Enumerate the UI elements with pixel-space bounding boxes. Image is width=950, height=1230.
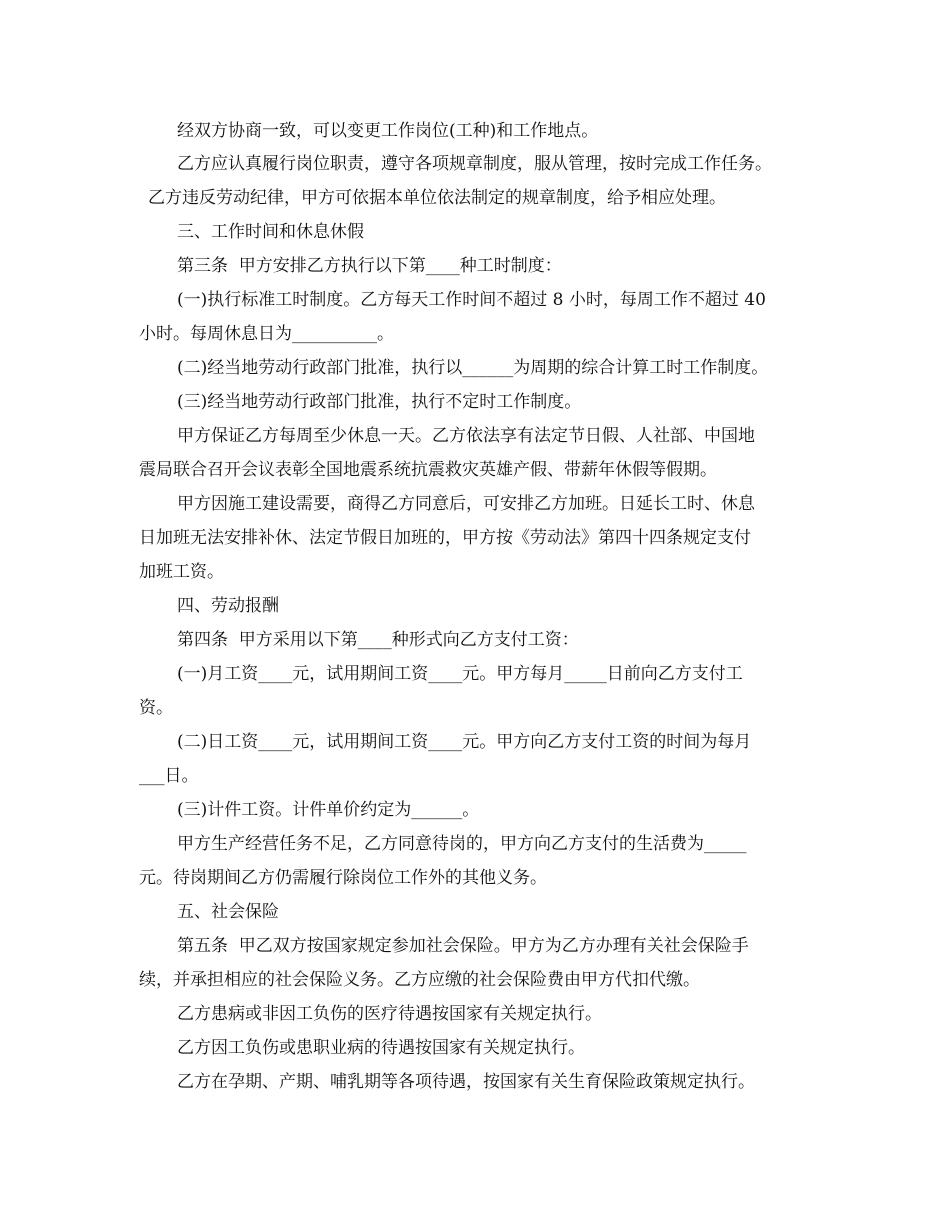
paragraph-line: 乙方在孕期、产期、哺乳期等各项待遇，按国家有关生育保险政策规定执行。 xyxy=(177,1072,755,1092)
section-heading: 三、工作时间和休息休假 xyxy=(177,222,364,242)
paragraph-line: 资。 xyxy=(139,698,173,718)
paragraph-line: (二)经当地劳动行政部门批准，执行以______为周期的综合计算工时工作制度。 xyxy=(177,358,769,378)
paragraph-line: 日加班无法安排补休、法定节假日加班的，甲方按《劳动法》第四十四条规定支付 xyxy=(139,528,751,548)
paragraph-line: 续，并承担相应的社会保险义务。乙方应缴的社会保险费由甲方代扣代缴。 xyxy=(139,970,700,990)
section-heading: 五、社会保险 xyxy=(177,902,279,922)
article-line: 第四条 甲方采用以下第____种形式向乙方支付工资： xyxy=(177,630,579,650)
paragraph-line: ___日。 xyxy=(139,766,199,786)
paragraph-line: 小时。每周休息日为__________。 xyxy=(139,324,394,344)
paragraph-line: 甲方因施工建设需要，商得乙方同意后，可安排乙方加班。日延长工时、休息 xyxy=(177,494,755,514)
paragraph-line: 乙方患病或非因工负伤的医疗待遇按国家有关规定执行。 xyxy=(177,1004,602,1024)
paragraph-line: (一)月工资____元，试用期间工资____元。甲方每月_____日前向乙方支付工 xyxy=(177,664,743,684)
paragraph-line: (二)日工资____元，试用期间工资____元。甲方向乙方支付工资的时间为每月 xyxy=(177,732,752,752)
article-line: 第三条 甲方安排乙方执行以下第____种工时制度： xyxy=(177,256,562,276)
paragraph-line: 乙方违反劳动纪律，甲方可依据本单位依法制定的规章制度，给予相应处理。 xyxy=(148,188,726,208)
section-heading: 四、劳动报酬 xyxy=(177,596,279,616)
paragraph-line: 加班工资。 xyxy=(139,562,224,582)
article-line: 第五条 甲乙双方按国家规定参加社会保险。甲方为乙方办理有关社会保险手 xyxy=(177,936,749,956)
paragraph-line: (三)计件工资。计件单价约定为______。 xyxy=(177,800,480,820)
paragraph-line: (三)经当地劳动行政部门批准，执行不定时工作制度。 xyxy=(177,392,582,412)
paragraph-line: 元。待岗期间乙方仍需履行除岗位工作外的其他义务。 xyxy=(139,868,547,888)
paragraph-line: (一)执行标准工时制度。乙方每天工作时间不超过 8 小时，每周工作不超过 40 xyxy=(177,290,766,310)
paragraph-line: 乙方应认真履行岗位职责，遵守各项规章制度，服从管理，按时完成工作任务。 xyxy=(177,154,772,174)
paragraph-line: 震局联合召开会议表彰全国地震系统抗震救灾英雄产假、带薪年休假等假期。 xyxy=(139,460,717,480)
paragraph-line: 乙方因工负伤或患职业病的待遇按国家有关规定执行。 xyxy=(177,1038,585,1058)
paragraph-line: 经双方协商一致，可以变更工作岗位(工种)和工作地点。 xyxy=(177,121,599,141)
paragraph-line: 甲方生产经营任务不足，乙方同意待岗的，甲方向乙方支付的生活费为_____ xyxy=(177,834,747,854)
paragraph-line: 甲方保证乙方每周至少休息一天。乙方依法享有法定节日假、人社部、中国地 xyxy=(177,426,755,446)
